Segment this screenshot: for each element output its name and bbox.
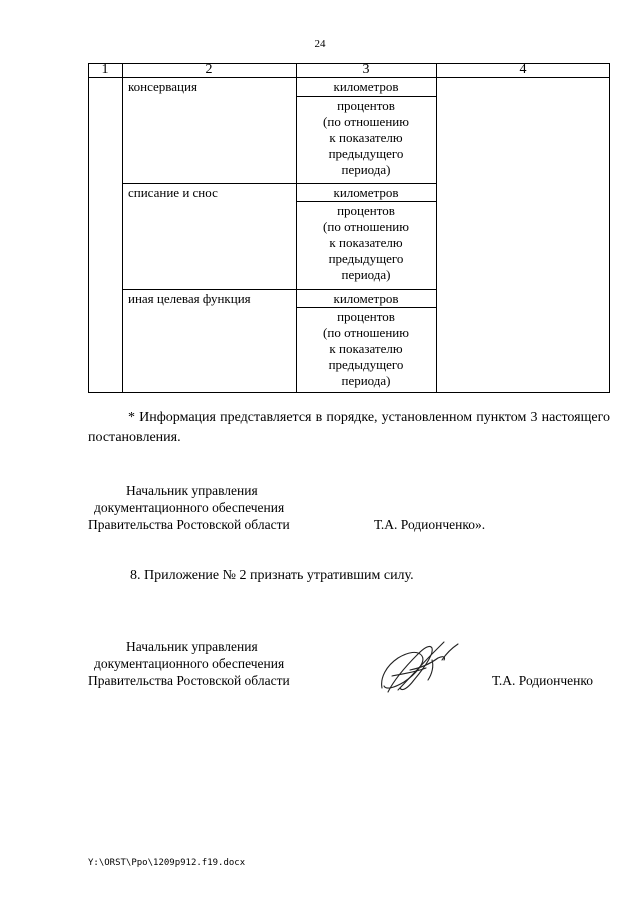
unit-pct-line: процентов (337, 309, 395, 324)
unit-pct-line: (по отношению (323, 325, 409, 340)
unit-separator (296, 96, 436, 97)
handwritten-signature (372, 630, 464, 702)
table-border-bottom (88, 392, 610, 393)
signature2-title-line: документационного обеспечения (94, 656, 285, 671)
row-name: иная целевая функция (128, 291, 251, 306)
header-col-3: 3 (362, 62, 370, 77)
unit-km: километров (333, 291, 399, 306)
table-border-right (609, 63, 610, 393)
unit-separator (296, 307, 436, 308)
table-col-divider (122, 63, 123, 393)
signature1-name: Т.А. Родионченко». (374, 517, 486, 532)
unit-pct-line: процентов (337, 203, 395, 218)
footnote: * Информация представляется в порядке, установленном пунктом 3 настоящего постановления. (88, 410, 610, 445)
signature1-title-line: Начальник управления (126, 483, 258, 498)
unit-pct-line: периода) (341, 162, 391, 177)
unit-pct-line: к показателю (329, 341, 403, 356)
row-name: консервация (128, 79, 197, 94)
unit-km: километров (333, 185, 399, 200)
unit-pct-line: процентов (337, 98, 395, 113)
unit-pct (296, 98, 436, 178)
table-col-divider (436, 63, 437, 393)
unit-pct-line: (по отношению (323, 219, 409, 234)
table-header-bottom (88, 77, 610, 78)
footer-file-path: Y:\ORST\Ppo\1209p912.f19.docx (88, 858, 246, 868)
signature2-title-line: Правительства Ростовской области (88, 673, 290, 688)
page-number: 24 (314, 38, 326, 50)
row-separator (122, 183, 436, 184)
unit-pct-line: к показателю (329, 235, 403, 250)
signature2-name: Т.А. Родионченко (492, 673, 593, 688)
unit-pct-line: предыдущего (328, 251, 404, 266)
row-name: списание и снос (128, 185, 218, 200)
unit-pct (296, 309, 436, 389)
unit-pct-line: предыдущего (328, 146, 404, 161)
unit-pct-line: (по отношению (323, 114, 409, 129)
signature1-title-line: Правительства Ростовской области (88, 517, 290, 532)
unit-pct-line: предыдущего (328, 357, 404, 372)
header-col-2: 2 (205, 62, 213, 77)
unit-separator (296, 201, 436, 202)
table-border-left (88, 63, 89, 393)
unit-pct-line: к показателю (329, 130, 403, 145)
unit-km: километров (333, 79, 399, 94)
header-col-4: 4 (519, 62, 527, 77)
unit-pct-line: периода) (341, 373, 391, 388)
unit-pct-line: периода) (341, 267, 391, 282)
row-separator (122, 289, 436, 290)
data-table (88, 63, 610, 393)
unit-pct (296, 203, 436, 283)
signature1-title-line: документационного обеспечения (94, 500, 285, 515)
paragraph-8: 8. Приложение № 2 признать утратившим силу. (130, 568, 414, 583)
header-col-1: 1 (101, 62, 109, 77)
signature2-title-line: Начальник управления (126, 639, 258, 654)
